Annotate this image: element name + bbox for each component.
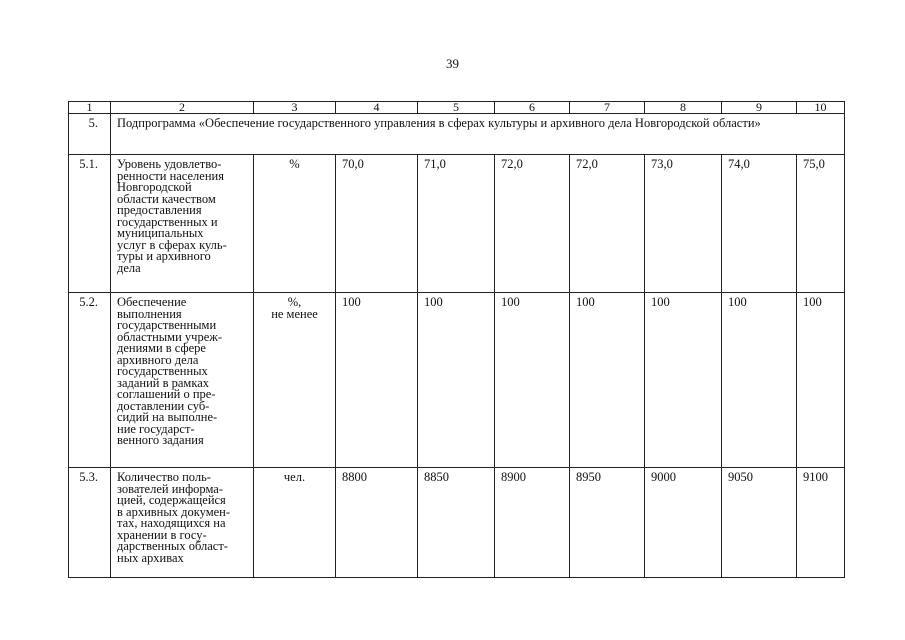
section-title-cell [111, 114, 845, 155]
value-cell: 72,0 [495, 155, 570, 293]
section-row [69, 114, 845, 155]
section-title: Подпрограмма «Обеспечение государственного управления в сферах культуры и архивного дела Новгородской области» [117, 116, 761, 130]
value-cell: 8800 [336, 468, 418, 578]
value-cell: 71,0 [418, 155, 495, 293]
indicator-name-cell [111, 468, 254, 578]
column-number: 1 [69, 102, 111, 114]
value-cell: 9000 [645, 468, 722, 578]
indicators-table [68, 101, 845, 578]
table-row [69, 293, 845, 468]
value-cell: 75,0 [797, 155, 845, 293]
indicator-name: Уровень удовлетво- ренности населения Новгородской области качеством предоставления государственных и муниципальных услуг в сферах куль- туры и архивного дела [117, 157, 227, 275]
unit: чел. [283, 470, 306, 484]
value-cell: 70,0 [336, 155, 418, 293]
value-cell: 8950 [570, 468, 645, 578]
column-number: 4 [336, 102, 418, 114]
value-cell: 100 [336, 293, 418, 468]
value-cell: 9050 [722, 468, 797, 578]
value-cell: 100 [495, 293, 570, 468]
column-number: 6 [495, 102, 570, 114]
value-cell: 100 [722, 293, 797, 468]
value-cell: 73,0 [645, 155, 722, 293]
column-number: 5 [418, 102, 495, 114]
column-number-row [69, 102, 845, 114]
value-cell: 100 [418, 293, 495, 468]
column-number: 10 [797, 102, 845, 114]
indicator-name-cell [111, 155, 254, 293]
page-number: 39 [446, 56, 459, 71]
table-row [69, 468, 845, 578]
unit-cell [254, 468, 336, 578]
section-number: 5. [69, 114, 111, 155]
indicator-name: Обеспечение выполнения государственными областными учреж- дениями в сфере архивного дела государственных заданий в рамках соглашений о пре- доставлении суб- сидий на выполне- ние государст- венного задания [117, 295, 223, 447]
value-cell: 8900 [495, 468, 570, 578]
value-cell: 8850 [418, 468, 495, 578]
unit-cell [254, 155, 336, 293]
column-number: 7 [570, 102, 645, 114]
unit: % [289, 157, 300, 171]
value-cell: 72,0 [570, 155, 645, 293]
indicator-name-cell [111, 293, 254, 468]
column-number: 2 [111, 102, 254, 114]
column-number: 3 [254, 102, 336, 114]
row-number: 5.3. [69, 468, 111, 578]
value-cell: 74,0 [722, 155, 797, 293]
indicator-name: Количество поль- зователей информа- цией, содержащейся в архивных докумен- тах, находящихся на хранении в госу- дарственных област- ных архивах [117, 470, 231, 565]
table-row [69, 155, 845, 293]
unit: %, не менее [271, 295, 318, 321]
row-number: 5.2. [69, 293, 111, 468]
unit-cell [254, 293, 336, 468]
value-cell: 100 [645, 293, 722, 468]
row-number: 5.1. [69, 155, 111, 293]
value-cell: 100 [797, 293, 845, 468]
value-cell: 9100 [797, 468, 845, 578]
value-cell: 100 [570, 293, 645, 468]
column-number: 8 [645, 102, 722, 114]
column-number: 9 [722, 102, 797, 114]
